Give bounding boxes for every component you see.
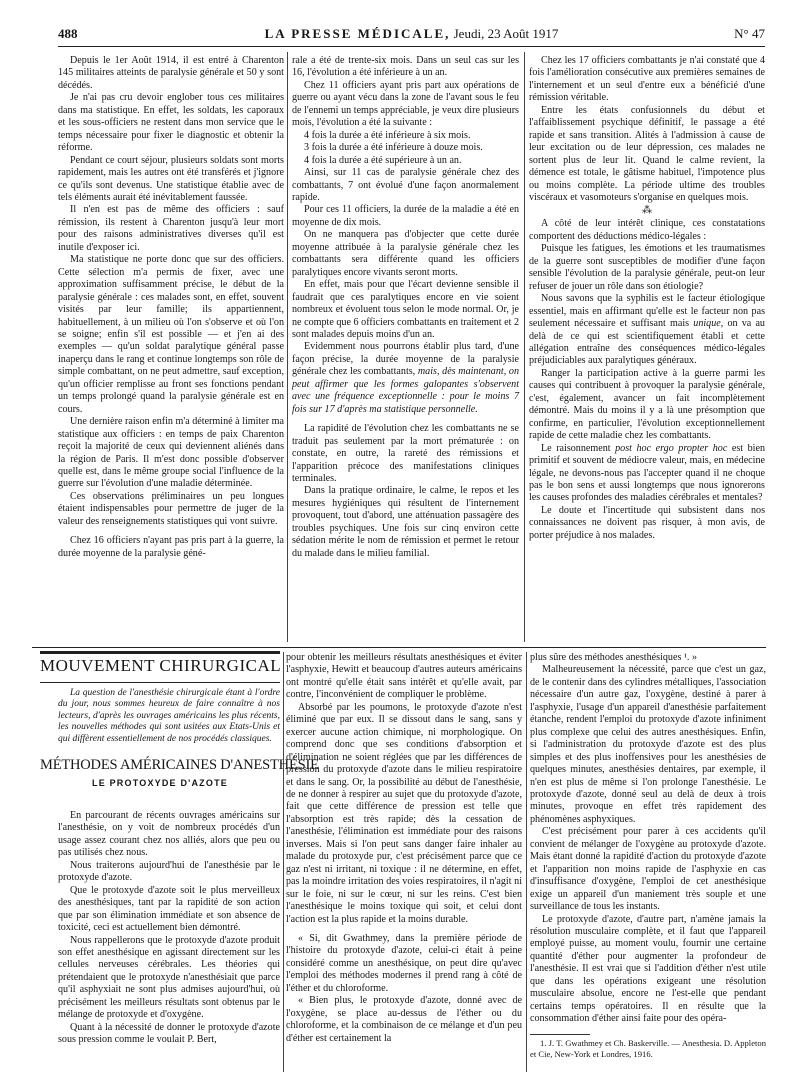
paragraph: Chez 11 officiers ayant pris part aux opérations de guerre ou ayant vécu dans la zone de l'avant sous le feu de l'ennemi un temps appréciable, je veux dire plusieurs mois, l'évolution a été la suivante : — [292, 79, 519, 129]
paragraph: Le protoxyde d'azote, d'autre part, n'amène jamais la résolution musculaire complète, et il faut que l'appareil employé puisse, au moment voulu, fournir une certaine quantité d'éther pour augmenter la profondeur de l'anesthésie. Il est vrai que si l'addition d'éther n'est utile que dans les opérations exigeant une résolution musculaire absolue, encore ne l'est-elle que pendant certains temps opératoires. Il en résulte que la consommation d'éther ainsi faite pour des opéra- — [530, 913, 766, 1025]
top-column-1 — [58, 55, 284, 560]
paragraph: Il n'en est pas de même des officiers : sauf rémission, ils restent à Charenton jusqu'à leur mort pour des raisons administratives diverses qu'il est inutile d'exposer ici. — [58, 204, 284, 253]
paragraph: La rapidité de l'évolution chez les combattants ne se traduit pas seulement par la mort prématurée : on constate, en outre, la rareté des rémissions et l'apparition précoce des manifestations cliniques terminales. — [292, 423, 519, 484]
paragraph: Je n'ai pas cru devoir englober tous ces militaires dans ma statistique. En effet, les soldats, les caporaux et les sous-officiers ne restent dans mon service que le temps nécessaire pour fixer le diagnostic et obtenir la réforme. — [58, 92, 284, 154]
running-title — [58, 26, 765, 42]
top-column-3 — [529, 55, 765, 542]
paragraph-text: Le raisonnement — [541, 442, 611, 454]
issue-number: N° 47 — [734, 26, 765, 41]
page-header — [58, 24, 765, 46]
list-item: 4 fois la durée a été inférieure à six mois. — [304, 129, 471, 141]
paragraph: Ainsi, sur 11 cas de paralysie générale chez des combattants, 7 ont évolué d'une façon anormalement rapide. — [292, 167, 519, 203]
paragraph: Pendant ce court séjour, plusieurs soldats sont morts rapidement, mais les autres ont été transférés et j'ignore ce qu'ils sont devenus. Une statistique établie avec de tels éléments aurait été inévitablement faussée. — [58, 154, 284, 203]
paragraph-text: Nous savons que la syphilis est le facteur étiologique essentiel, mais en affirmant qu'elle est le facteur non pas seulement nécessaire et suffisant mais — [529, 293, 765, 330]
rubric-rule-bottom — [40, 682, 280, 683]
asterism: ⁂ — [642, 205, 652, 217]
header-rule — [58, 46, 765, 47]
bottom-column-1 — [58, 810, 280, 1047]
paragraph — [529, 443, 765, 505]
paragraph: Chez 16 officiers n'ayant pas pris part à la guerre, la durée moyenne de la paralysie géné- — [58, 535, 284, 559]
page-number: 488 — [58, 26, 78, 41]
paragraph: Le doute et l'incertitude qui subsistent dans nos connaissances ne doivent pas risquer, à mon avis, de porter préjudice à nos malades. — [529, 504, 765, 541]
footnote: 1. J. T. Gwathmey et Ch. Baskerville. — Anesthesia. D. Appleton et Cie, New-York et Londres, 1916. — [530, 1038, 766, 1060]
paragraph: Nous rappellerons que le protoxyde d'azote produit son effet anesthésique en agissant directement sur les cellules nerveuses cérébrales. Les théories qui prétendaient que le protoxyde n'anesthésiait que parce qu'il asphyxiait ne sont plus admises aujourd'hui, où précisément les meilleurs résultats sont obtenus par le mélange de protoxyde et d'oxygène. — [58, 934, 280, 1021]
paragraph — [529, 293, 765, 368]
footnote-rule — [530, 1034, 590, 1035]
section-separator — [32, 647, 766, 648]
paragraph — [292, 341, 519, 416]
paragraph: rale a été de trente-six mois. Dans un seul cas sur les 16, l'évolution a été inférieure à un an. — [292, 55, 519, 79]
article-subtitle: LE PROTOXYDE D'AZOTE — [92, 778, 228, 788]
paragraph-text: Evidemment nous pourrons établir plus tard, d'une façon précise, la durée moyenne de la paralysie générale chez les combattants, — [292, 341, 519, 378]
paragraph: Ma statistique ne porte donc que sur des officiers. Cette sélection m'a permis de fixer, avec une approximation suffisamment précise, le début de la paralysie générale : ces malades sont, en effet, souvent visités par leur famille; ils appartiennent, habituellement, à un milieu où l'on s'observe et où l'on se soigne; enfin s'il est possible — et j'en ai des exemples — qu'un soldat paralytique général passe inaperçu dans le rang et continue longtemps son rôle de simple combattant, on ne peut admettre, sauf exception, qu'un officier remplisse au front ses fonctions pendant un temps prolongé quand la paralysie générale est en cours. — [58, 254, 284, 415]
paragraph: Malheureusement la nécessité, parce que c'est un gaz, de le contenir dans des cylindres métalliques, l'association nécessaire d'un autre gaz, l'oxygène, destiné à parer à l'asphyxie, l'usage d'un appareil d'anesthésie parfaitement étanche, rendent l'emploi du protoxyde d'azote infiniment plus complexe que celui des autres anesthésiques. Enfin, si l'administration du protoxyde d'azote est des plus simples et des plus inoffensives pour les anesthésies de quelques minutes, anesthésies dentaires, par exemple, il n'en est plus de même si l'on prolonge l'anesthésie. Le protoxyde d'azote, donné seul au delà de deux à trois minutes, provoque en effet très rapidement des phénomènes asphyxiques. — [530, 664, 766, 825]
paragraph: Une dernière raison enfin m'a déterminé à limiter ma statistique aux officiers : en temps de paix Charenton reçoit la majorité de ceux qui deviennent aliénés dans la région de Paris. Il m'est donc possible d'observer quelle est, dans le même groupe social l'influence de la guerre sur l'évolution d'une maladie déterminée. — [58, 416, 284, 490]
paragraph: pour obtenir les meilleurs résultats anesthésiques et éviter l'asphyxie, Hewitt et beaucoup d'autres auteurs américains ont montré qu'elle était sans intérêt et qu'elle avait, par contre, l'inconvénient de compliquer le problème. — [286, 652, 522, 701]
paragraph-text: est bien primitif et souvent de médiocre valeur, mais, en médecine légale, ne devons-nous pas l'accepter quand il ne choque pas le bon sens et aussi longtemps que nous ignorerons les causes profondes des maladies cérébrales et mentales? — [529, 442, 765, 504]
paragraph: Quant à la nécessité de donner le protoxyde d'azote sous pression comme le voulait P. Bert, — [58, 1021, 280, 1046]
paragraph: Chez les 17 officiers combattants je n'ai constaté que 4 fois l'amélioration consécutive aux premières semaines de l'internement et un seul d'entre eux a bénéficié d'une rémission véritable. — [529, 55, 765, 104]
top-column-2 — [292, 55, 519, 560]
article-title: MÉTHODES AMÉRICAINES D'ANESTHÉSIE — [40, 757, 319, 773]
list-item: 4 fois la durée a été supérieure à un an. — [304, 154, 462, 166]
paragraph: C'est précisément pour parer à ces accidents qu'il convient de mélanger de l'oxygène au protoxyde d'azote. Mais étant donné la rapidité d'action du protoxyde d'azote et l'apparition non moins rapide de l'asphyxie en cas d'insuffisance d'oxygène, l'emploi de cet anesthésique exige un appareil d'un maniement très souple et une surveillance de tous les instants. — [530, 826, 766, 913]
paragraph: Ranger la participation active à la guerre parmi les causes qui contribuent à provoquer la paralysie générale, c'est, également, avancer un fait incomplètement démontré. Mais du moins il y a là une présomption que confirme, en particulier, l'évolution exceptionnellement rapide de cette maladie chez les combattants. — [529, 367, 765, 442]
bottom-column-3 — [530, 652, 766, 1026]
paragraph: Nous traiterons aujourd'hui de l'anesthésie par le protoxyde d'azote. — [58, 859, 280, 884]
list-item: 3 fois la durée a été inférieure à douze mois. — [304, 142, 483, 154]
bottom-column-2 — [286, 652, 522, 1045]
paragraph: Pour ces 11 officiers, la durée de la maladie a été en moyenne de dix mois. — [292, 204, 519, 228]
paragraph: Depuis le 1er Août 1914, il est entré à Charenton 145 militaires atteints de paralysie générale et 50 y sont décédés. — [58, 55, 284, 91]
journal-name: LA PRESSE MÉDICALE, — [264, 26, 451, 41]
rubric-title: MOUVEMENT CHIRURGICAL — [40, 656, 282, 675]
rubric-rule-top — [40, 651, 280, 654]
paragraph: Dans la pratique ordinaire, le calme, le repos et les mesures hygiéniques qui résultent de l'internement provoquent, tout d'abord, une atténuation passagère des troubles psychiques. Une fois sur cinq environ cette sédation mérite le nom de rémission et permet le retour du malade dans le milieu familial. — [292, 485, 519, 559]
paragraph: En parcourant de récents ouvrages américains sur l'anesthésie, on y voit de nombreux procédés d'un usage assez courant chez nos alliés, alors que peu ou pas utilisés chez nous. — [58, 810, 280, 859]
quote-paragraph: « Si, dit Gwathmey, dans la première période de l'histoire du protoxyde d'azote, celui-ci était à peine considéré comme un anesthésique, on peut dire qu'avec l'emploi des méthodes modernes il prend rang à côté de l'éther et du chloroforme. — [286, 932, 522, 994]
issue-date: Jeudi, 23 Août 1917 — [453, 26, 559, 41]
paragraph: On ne manquera pas d'objecter que cette durée moyenne attribuée à la paralysie générale chez les combattants sera différente quand les officiers paralytiques encore vivants seront morts. — [292, 229, 519, 278]
paragraph: En effet, mais pour que l'écart devienne sensible il faudrait que ces paralytiques encore en vie soient nombreux et évoluent tous selon le mode normal. Or, je ne compte que 6 officiers combattants en traitement et 2 sont malades depuis moins d'un an. — [292, 279, 519, 340]
paragraph: plus sûre des méthodes anesthésiques ¹. » — [530, 652, 698, 663]
paragraph: Que le protoxyde d'azote soit le plus merveilleux des anesthésiques, tant par la rapidité de son action que par son élimination immédiate et son absence de toxicité, ceci est actuellement bien démontré. — [58, 884, 280, 934]
column-divider — [524, 52, 525, 642]
paragraph-text: , on va au delà de ce qui est scientifiquement établi et cette allégation entraîne des conséquences médico-légales préjudiciables aux paralytiques généraux. — [529, 318, 765, 367]
editorial-intro: La question de l'anesthésie chirurgicale étant à l'ordre du jour, nous sommes heureux de faire connaître à nos lecteurs, d'après les ouvrages américains les plus récents, les nouvelles méthodes qui sont usitées aux Etats-Unis et qui diffèrent essentiellement de nos procédés classiques. — [58, 688, 280, 744]
column-divider — [287, 52, 288, 642]
column-divider — [526, 652, 527, 1072]
quote-paragraph: « Bien plus, le protoxyde d'azote, donné avec de l'oxygène, se place au-dessus de l'éther ou du chloroforme, et la combinaison de ce mélange et d'un peu d'éther est certainement la — [286, 995, 522, 1044]
emphasis-text: mais, dès maintenant, on peut affirmer que les formes galopantes s'observent avec une fréquence exceptionnelle : pour le moins 7 fois sur 17 d'après ma statistique personnelle. — [292, 366, 519, 415]
paragraph: A côté de leur intérêt clinique, ces constatations comportent des déductions médico-légales : — [529, 218, 765, 242]
emphasis-text: unique — [693, 318, 721, 330]
paragraph: Puisque les fatigues, les émotions et les traumatismes de la guerre sont susceptibles de modifier d'une façon sensible l'évolution de la paralysie générale, peut-on leur refuser de jouer un rôle dans son étiologie? — [529, 243, 765, 292]
paragraph: Entre les états confusionnels du début et l'affaiblissement psychique définitif, le passage a été rapide et sans transition. Alités à l'admission à cause de leur excitation ou de leur dépression, ces malades ne sortent plus de leur lit. Quand le calme revient, la démence est totale, le gâtisme habituel, l'impotence plus ou moins complète. La période ultime des troubles viscéraux et vasomoteurs s'organise en quelques mois. — [529, 104, 765, 203]
paragraph: Ces observations préliminaires un peu longues étaient indispensables pour permettre de juger de la valeur des renseignements statistiques qui vont suivre. — [58, 490, 284, 527]
paragraph: Absorbé par les poumons, le protoxyde d'azote n'est éliminé que par eux. Il se dissout dans le sang, sans y exercer aucune action chimique, ni morphologique. On comprend donc que ses conditions d'absorption et d'élimination ne soient réglées que par les différences de pression du protoxyde d'azote dans le milieu respiratoire et dans le sang. Or, la possibilité au début de l'anesthésie, de ne donner à respirer au sujet que du protoxyde d'azote, fait que cette différence de pression est telle que l'absorption est très rapide; dès la cessation de l'anesthésie, l'élimination est immédiate pour des raisons inverses. Mais si l'on peut sans danger faire inhaler au malade du protoxyde pur, c'est précisément parce que ce gaz n'est ni irritant, ni toxique : il ne détermine, en effet, pas la moindre irritation des voies respiratoires, il n'agit ni sur le foie, ni sur le cœur, ni sur les reins. C'est bien l'anesthésique le moins toxique qui soit, et celui dont l'action est la plus rapide et la moins durable. — [286, 701, 522, 925]
column-divider — [283, 652, 284, 1072]
emphasis-text: post hoc ergo propter hoc — [615, 442, 728, 454]
